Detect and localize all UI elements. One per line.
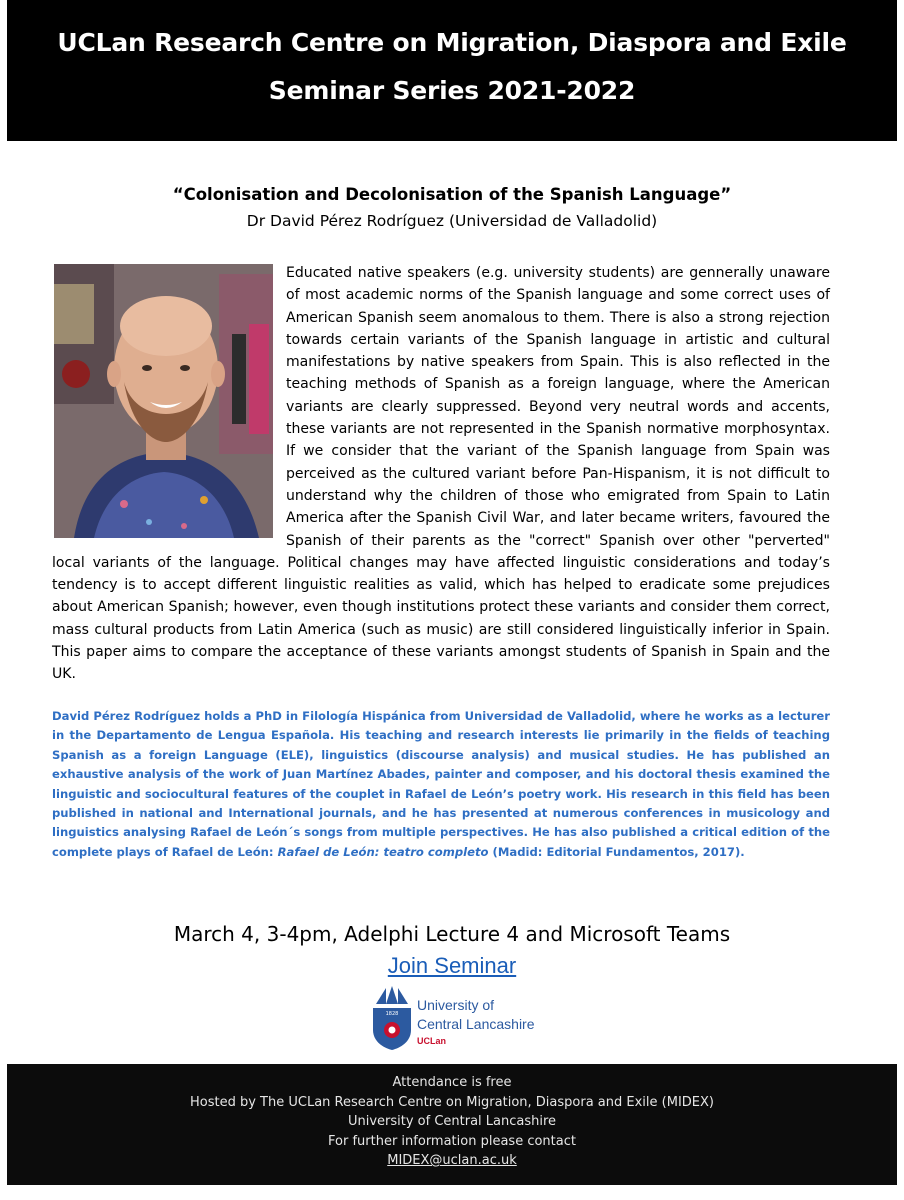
join-seminar-link[interactable]: Join Seminar [387,953,517,978]
svg-text:1828: 1828 [385,1011,399,1017]
footer-host: Hosted by The UCLan Research Centre on Migration, Diaspora and Exile (MIDEX) [190,1094,714,1110]
series-title: UCLan Research Centre on Migration, Diaspora and Exile [57,28,847,57]
uclan-logo [372,986,542,1050]
event-datetime: March 4, 3-4pm, Adelphi Lecture 4 and Microsoft Teams [173,922,731,946]
footer-email-link[interactable]: MIDEX@uclan.ac.uk [387,1153,517,1168]
photo-spacer [52,262,286,536]
footer-banner [7,1064,897,1185]
abstract-paragraph [52,262,830,686]
speaker-bio [52,707,830,862]
bio-book-title: Rafael de León: teatro completo [277,844,489,859]
bio-book-info: (Madid: Editorial Fundamentos, 2017). [488,844,745,859]
abstract-text: Educated native speakers (e.g. university students) are gennerally unaware of most academic norms of the Spanish language and some correct uses of American Spanish seem anomalous to them. There is also a strong rejection towards certain variants of the Spanish language in artistic and cultural manifestations by native speakers from Spain. This is also reflected in the teaching methods of Spanish as a foreign language, where the American variants are clearly suppressed. Beyond very neutral words and accents, these variants are not represented in the Spanish normative morphosyntax. If we consider that the variant of the Spanish language from Spain was perceived as the cultured variant before Pan-Hispanism, it is not difficult to understand why the children of those who emigrated from Spain to Latin America after the Spanish Civil War, and later became writers, favoured the Spanish of their parents as the "correct" Spanish over other "perverted" local variants of the language. Political changes may have affected linguistic considerations and today’s tendency is to accept different linguistic realities as valid, which has helped to eradicate some prejudices about American Spanish; however, even though institutions protect these variants and consider them correct, mass cultural products from Latin America (such as music) are still considered linguistically inferior in Spain. This paper aims to compare the acceptance of these variants amongst students of Spanish in Spain and the UK. [52,265,830,683]
talk-title: “Colonisation and Decolonisation of the Spanish Language” [172,185,732,204]
svg-text:UCLan: UCLan [417,1036,446,1046]
footer-university: University of Central Lancashire [347,1114,557,1129]
series-subtitle: Seminar Series 2021-2022 [268,76,636,105]
uclan-crest-icon [372,986,542,1050]
svg-text:Central Lancashire: Central Lancashire [417,1016,535,1032]
speaker-name: Dr David Pérez Rodríguez (Universidad de Valladolid) [246,212,658,230]
svg-text:University of: University of [417,997,495,1013]
header-banner [7,0,897,141]
footer-contact-label: For further information please contact [328,1133,576,1149]
bio-text: David Pérez Rodríguez holds a PhD in Filología Hispánica from Universidad de Valladolid, where he works as a lecturer in the Departamento de Lengua Española. His teaching and research interests lie primarily in the fields of teaching Spanish as a foreign Language (ELE), linguistics (discourse analysis) and musical studies. He has published an exhaustive analysis of the work of Juan Martínez Abades, painter and composer, and his doctoral thesis examined the linguistic and sociocultural features of the couplet in Rafael de León’s poetry work. His research in this field has been published in national and International journals, and he has presented at numerous conferences in musicology and linguistics analysing Rafael de León´s songs from multiple perspectives. He has also published a critical edition of the complete plays of Rafael de León: [52,709,830,859]
footer-attendance: Attendance is free [392,1075,512,1090]
